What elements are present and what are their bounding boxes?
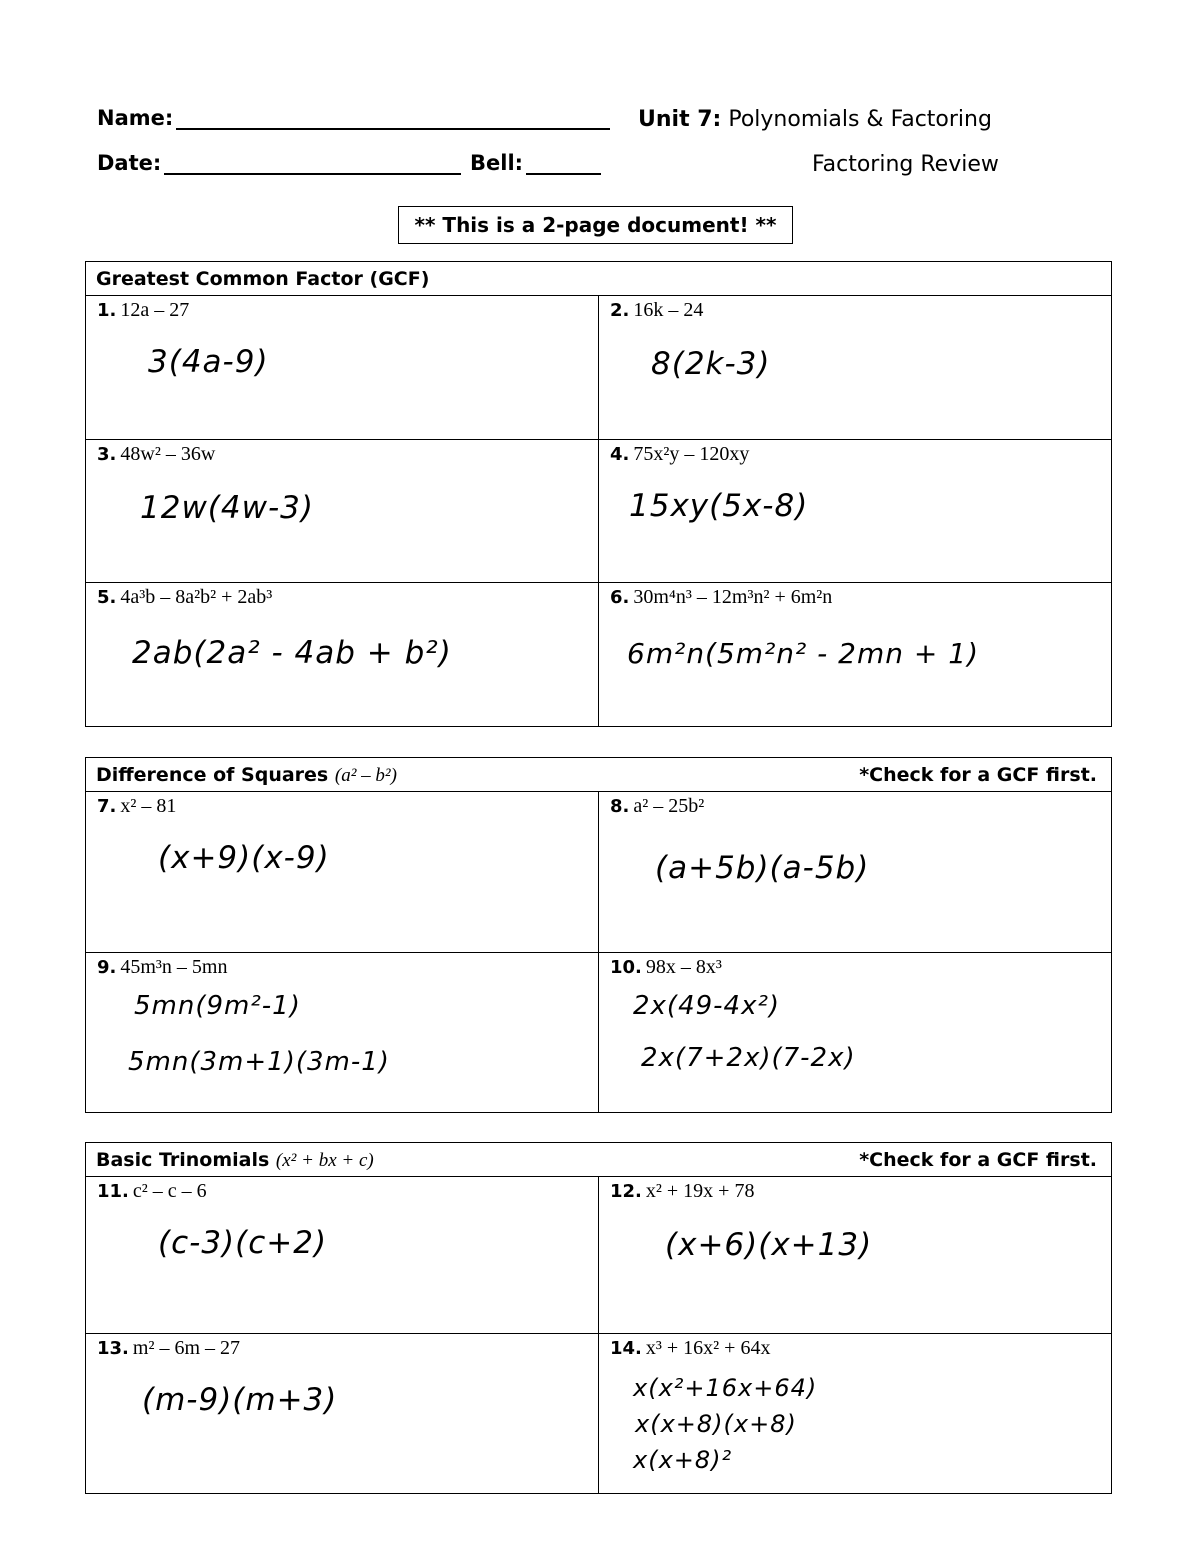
problem-number: 3. (97, 444, 117, 465)
answer-text: (a+5b)(a-5b) (655, 850, 870, 886)
section-formula: (x² + bx + c) (275, 1150, 374, 1171)
unit-title: Polynomials & Factoring (728, 107, 992, 132)
bell-field[interactable] (526, 173, 601, 175)
problem-cell (599, 953, 1111, 1112)
bell-label: Bell: (470, 151, 524, 175)
problem-expression: x³ + 16x² + 64x (645, 1337, 771, 1359)
page-notice: ** This is a 2-page document! ** (398, 206, 793, 244)
problem-number: 14. (610, 1338, 642, 1359)
section-basic-trinomials (85, 1142, 1112, 1494)
unit-heading (638, 107, 992, 132)
section-title (96, 764, 397, 787)
problem-expression: 48w² – 36w (120, 443, 216, 465)
problem-expression: 75x²y – 120xy (633, 443, 750, 465)
section-header (86, 262, 1111, 296)
problem-expression: c² – c – 6 (132, 1180, 207, 1202)
answer-text: (x+9)(x-9) (158, 840, 330, 876)
problem-cell (599, 1177, 1111, 1334)
answer-text: 15xy(5x-8) (629, 488, 809, 524)
problem-number: 13. (97, 1338, 129, 1359)
problem-cell (599, 296, 1111, 440)
problem-number: 4. (610, 444, 630, 465)
worksheet-subtitle: Factoring Review (812, 152, 999, 177)
answer-text: x(x+8)² (633, 1446, 733, 1474)
answer-text: (c-3)(c+2) (158, 1225, 328, 1261)
section-difference-of-squares (85, 757, 1112, 1113)
problem-expression: 12a – 27 (120, 299, 190, 321)
problem-expression: x² + 19x + 78 (645, 1180, 755, 1202)
problem-cell (86, 296, 599, 440)
section-title (96, 1149, 374, 1172)
date-field[interactable] (164, 173, 461, 175)
problem-cell (86, 953, 599, 1112)
date-label: Date: (97, 151, 162, 175)
problem-number: 5. (97, 587, 117, 608)
problem-expression: 45m³n – 5mn (120, 956, 228, 978)
problem-cell (86, 1334, 599, 1493)
answer-text: 8(2k-3) (651, 346, 771, 382)
problem-number: 2. (610, 300, 630, 321)
problem-expression: 4a³b – 8a²b² + 2ab³ (120, 586, 273, 608)
section-title-text: Difference of Squares (96, 764, 329, 786)
problem-number: 8. (610, 796, 630, 817)
gcf-check-note: *Check for a GCF first. (859, 1149, 1097, 1171)
section-formula: (a² – b²) (334, 765, 397, 786)
answer-text: 6m²n(5m²n² - 2mn + 1) (627, 637, 980, 670)
section-header (86, 1143, 1111, 1177)
name-label: Name: (97, 106, 174, 130)
problem-expression: 30m⁴n³ – 12m³n² + 6m²n (633, 586, 833, 608)
problem-number: 9. (97, 957, 117, 978)
answer-text: (x+6)(x+13) (665, 1227, 873, 1263)
problem-number: 7. (97, 796, 117, 817)
name-field[interactable] (176, 128, 610, 130)
answer-text: 2x(7+2x)(7-2x) (641, 1043, 856, 1073)
section-title: Greatest Common Factor (GCF) (96, 268, 430, 290)
gcf-check-note: *Check for a GCF first. (859, 764, 1097, 786)
answer-text: 5mn(9m²-1) (134, 991, 301, 1021)
problem-cell (86, 792, 599, 953)
problem-cell (599, 583, 1111, 726)
answer-text: x(x²+16x+64) (633, 1374, 818, 1402)
problem-cell (599, 792, 1111, 953)
problem-number: 11. (97, 1181, 129, 1202)
problem-cell (86, 1177, 599, 1334)
unit-label: Unit 7: (638, 107, 722, 132)
problem-expression: a² – 25b² (633, 795, 705, 817)
answer-text: 2ab(2a² - 4ab + b²) (132, 635, 452, 671)
problem-expression: x² – 81 (120, 795, 177, 817)
problem-number: 10. (610, 957, 642, 978)
problem-cell (86, 440, 599, 583)
answer-text: (m-9)(m+3) (142, 1382, 338, 1418)
problem-expression: 16k – 24 (633, 299, 704, 321)
section-title-text: Basic Trinomials (96, 1149, 270, 1171)
answer-text: 5mn(3m+1)(3m-1) (128, 1047, 390, 1077)
problem-number: 12. (610, 1181, 642, 1202)
problem-cell (599, 1334, 1111, 1493)
problem-cell (599, 440, 1111, 583)
answer-text: 2x(49-4x²) (633, 991, 781, 1021)
problem-cell (86, 583, 599, 726)
section-header (86, 758, 1111, 792)
problem-expression: 98x – 8x³ (645, 956, 722, 978)
problem-number: 6. (610, 587, 630, 608)
answer-text: x(x+8)(x+8) (635, 1410, 797, 1438)
answer-text: 12w(4w-3) (140, 490, 314, 526)
section-gcf (85, 261, 1112, 727)
answer-text: 3(4a-9) (148, 344, 269, 380)
problem-number: 1. (97, 300, 117, 321)
problem-expression: m² – 6m – 27 (132, 1337, 240, 1359)
